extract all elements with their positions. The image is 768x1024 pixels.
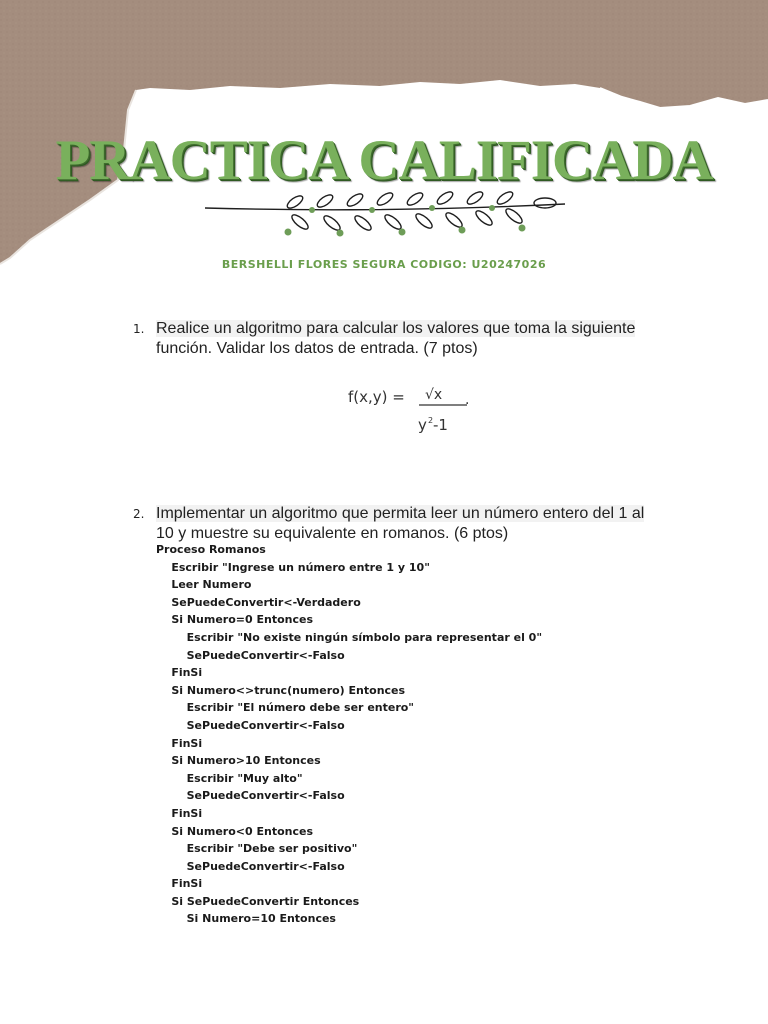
code-line: Leer Numero [156,578,252,592]
formula-lhs: f(x,y) = [348,388,405,406]
code-line: Proceso Romanos [156,543,266,556]
formula-denominator-rest: -1 [433,416,448,434]
question-1-line-2: función. Validar los datos de entrada. (7 ptos) [156,340,478,357]
code-line: FinSi [156,877,203,891]
code-line: FinSi [156,736,203,750]
code-line: SePuedeConvertir<-Falso [156,648,345,662]
code-line: SePuedeConvertir<-Falso [156,718,345,732]
code-line: Si Numero<>trunc(numero) Entonces [156,683,406,697]
code-line: Escribir "El número debe ser entero" [156,701,415,715]
code-line: Escribir "Debe ser positivo" [156,842,358,856]
code-line: Si Numero=0 Entonces [156,613,314,627]
page-title: PRACTICA CALIFICADA [55,129,713,192]
code-line: SePuedeConvertir<-Falso [156,789,345,803]
formula-numerator: √x [425,387,443,403]
code-line: Escribir "Muy alto" [156,771,303,785]
question-2-text [156,504,676,544]
formula-numerator-dot: . [465,392,470,408]
question-1-line-1: Realice un algoritmo para calcular los valores que toma la siguiente [156,320,636,337]
code-line: FinSi [156,666,203,680]
author-line: BERSHELLI FLORES SEGURA CODIGO: U20247026 [221,258,547,271]
code-line: FinSi [156,806,203,820]
leaf-branch-icon [200,190,570,245]
code-line: Si Numero>10 Entonces [156,754,321,768]
code-line: SePuedeConvertir<-Verdadero [156,595,361,609]
question-1-text [156,319,676,359]
code-line: Si Numero<0 Entonces [156,824,314,838]
pseudocode-block [156,541,542,928]
code-line: Si Numero=10 Entonces [156,912,336,926]
code-line: Escribir "No existe ningún símbolo para representar el 0" [156,630,543,644]
question-1-number: 1. [133,322,145,336]
formula-denominator-exp: 2 [428,416,434,425]
formula-image [345,378,485,440]
code-line: Si SePuedeConvertir Entonces [156,894,360,908]
question-2-line-1: Implementar un algoritmo que permita leer un número entero del 1 al [156,505,645,522]
formula-denominator-base: y [418,416,427,434]
code-line: SePuedeConvertir<-Falso [156,859,345,873]
question-2-number: 2. [133,507,145,521]
question-2-line-2: 10 y muestre su equivalente en romanos. (6 ptos) [156,525,509,542]
code-line: Escribir "Ingrese un número entre 1 y 10" [156,560,430,574]
